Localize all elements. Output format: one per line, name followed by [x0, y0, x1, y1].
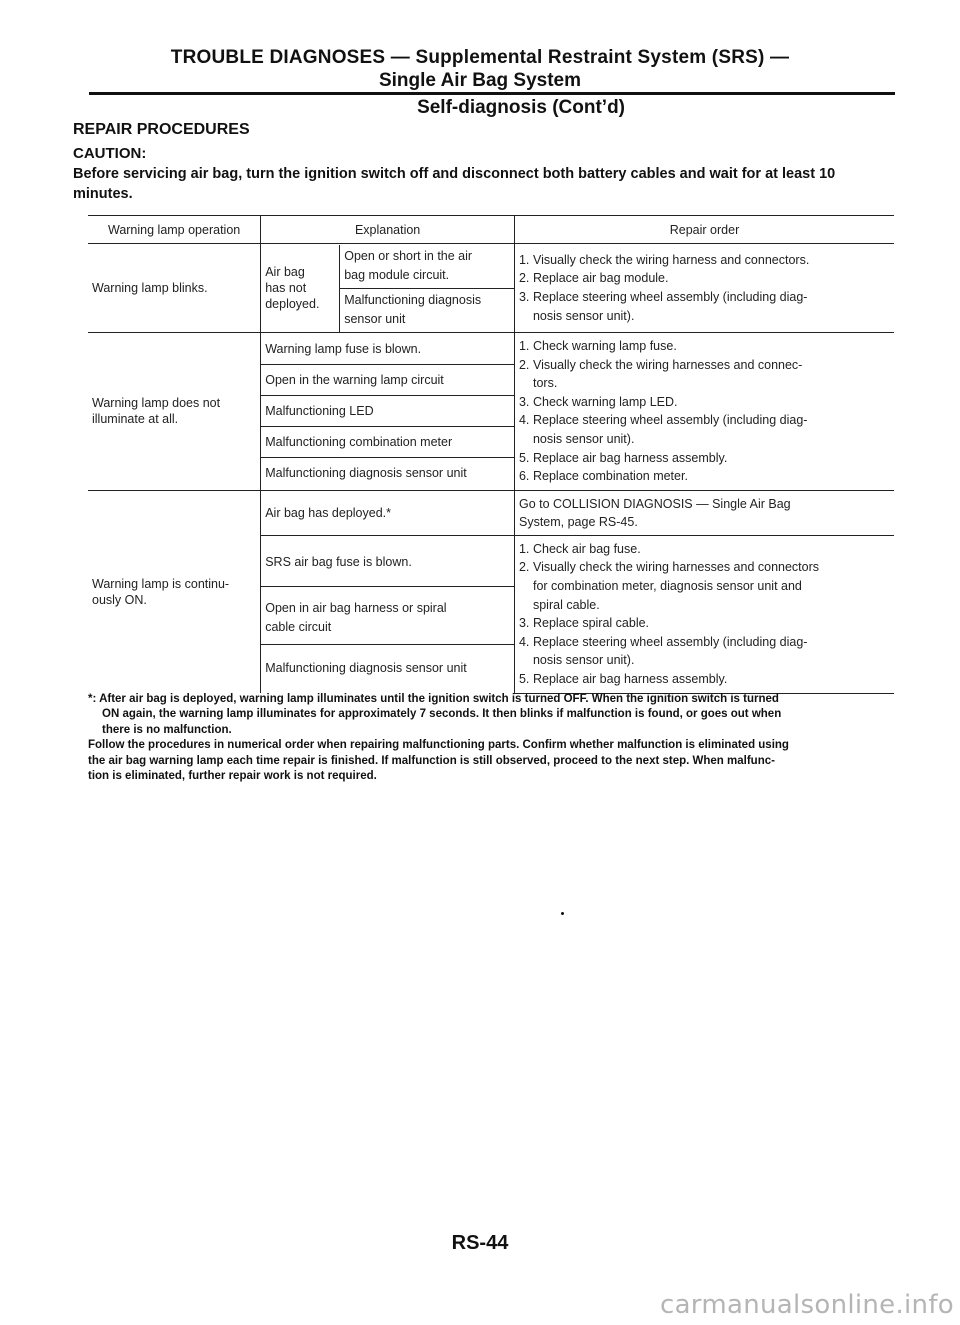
list-item: spiral cable. [532, 597, 600, 612]
header-repair-order: Repair order [514, 216, 894, 244]
list-item: 6. Replace combination meter. [518, 469, 688, 484]
list-item: 5. Replace air bag harness assembly. [518, 671, 728, 686]
list-item: nosis sensor unit). [532, 431, 635, 446]
list-item: nosis sensor unit). [532, 653, 635, 668]
explanation-item: Warning lamp fuse is blown. [261, 334, 514, 365]
list-item: 2. Replace air bag module. [518, 271, 669, 286]
list-item: 3. Replace steering wheel assembly (including diag- [518, 290, 808, 304]
explanation-item: Open in air bag harness or spiral cable circuit [261, 587, 514, 645]
repair-order-not-illuminate [514, 333, 894, 491]
explanation-item: Open or short in the air bag module circuit. [340, 245, 514, 289]
condition-not-deployed: Air bag has not deployed. [261, 245, 340, 332]
list-item: 3. Replace spiral cable. [518, 616, 650, 631]
list-item: 4. Replace steering wheel assembly (including diag- [518, 413, 808, 428]
section-title: REPAIR PROCEDURES [73, 121, 250, 138]
explanation-item: Malfunctioning diagnosis sensor unit [344, 293, 482, 326]
explanation-item: Malfunctioning combination meter [261, 427, 514, 458]
page-subtitle: Self-diagnosis (Cont’d) [417, 97, 625, 118]
list-item: tors. [532, 376, 558, 391]
explanation-item: Open in the warning lamp circuit [261, 365, 514, 396]
repair-procedures-table [88, 215, 894, 694]
explanation-item: Malfunctioning LED [261, 396, 514, 427]
table-header-row [88, 216, 894, 244]
footnote: *: After air bag is deployed, warning lamp illuminates until the ignition switch is turned OFF. When the ignition switch is turned ON again, the warning lamp illuminates for approximately 7 seconds. It then blinks if malfunction is found, or goes out when there is no malfunction. Follow the procedures in numerical order when repairing malfunctioning parts. Confirm whether malfunction is eliminated using the air bag warning lamp each time repair is finished. If malfunction is still observed, proceed to the next step. When malfunc- tion is eliminated, further repair work is not required. [88, 693, 789, 783]
list-item: 5. Replace air bag harness assembly. [518, 450, 728, 465]
list-item: 1. Check warning lamp fuse. [518, 339, 677, 353]
page-title-line2: Single Air Bag System [378, 70, 582, 91]
table-row-not-illuminate [88, 333, 894, 491]
explanation-deployed: Air bag has deployed.* [261, 490, 515, 535]
explanation-not-illuminate [261, 333, 515, 491]
explanation-blinks [261, 244, 515, 333]
list-item: 4. Replace steering wheel assembly (including diag- [518, 634, 808, 649]
repair-order-deployed: Go to COLLISION DIAGNOSIS — Single Air Bag System, page RS-45. [514, 490, 894, 535]
table-row-blinks [88, 244, 894, 333]
list-item: 2. Visually check the wiring harnesses and connec- [518, 357, 803, 372]
repair-order-continuously-on [514, 535, 894, 693]
table-row-continuously-on [88, 490, 894, 535]
explanation-item: SRS air bag fuse is blown. [261, 538, 514, 587]
caution-title: CAUTION: [73, 145, 147, 162]
header-rule [89, 92, 895, 95]
explanation-item: Malfunctioning diagnosis sensor unit [265, 660, 467, 675]
header-warning-lamp-operation: Warning lamp operation [88, 216, 261, 244]
list-item: nosis sensor unit). [532, 308, 635, 323]
explanation-item: Malfunctioning diagnosis sensor unit [265, 466, 467, 481]
header-explanation: Explanation [261, 216, 515, 244]
repair-order-blinks [514, 244, 894, 333]
caution-text: Before servicing air bag, turn the ignition switch off and disconnect both battery cables and wait for at least 10 minutes. [73, 166, 836, 202]
operation-not-illuminate: Warning lamp does not illuminate at all. [88, 333, 261, 491]
list-item: for combination meter, diagnosis sensor unit and [532, 578, 802, 593]
page-title: TROUBLE DIAGNOSES — Supplemental Restraint System (SRS) — [170, 47, 790, 68]
explanation-continuously-on [261, 535, 515, 693]
operation-continuously-on: Warning lamp is continu- ously ON. [88, 490, 261, 693]
list-item: 2. Visually check the wiring harnesses and connectors [518, 560, 820, 575]
list-item: 3. Check warning lamp LED. [518, 394, 678, 409]
blinks-explanation-grid [261, 245, 514, 332]
list-item: 1. Check air bag fuse. [518, 541, 641, 556]
operation-blinks: Warning lamp blinks. [92, 281, 208, 295]
page-number: RS-44 [451, 1232, 509, 1254]
stray-dot [561, 912, 564, 915]
list-item: 1. Visually check the wiring harness and connectors. [518, 252, 810, 267]
watermark: carmanualsonline.info [659, 1290, 954, 1320]
